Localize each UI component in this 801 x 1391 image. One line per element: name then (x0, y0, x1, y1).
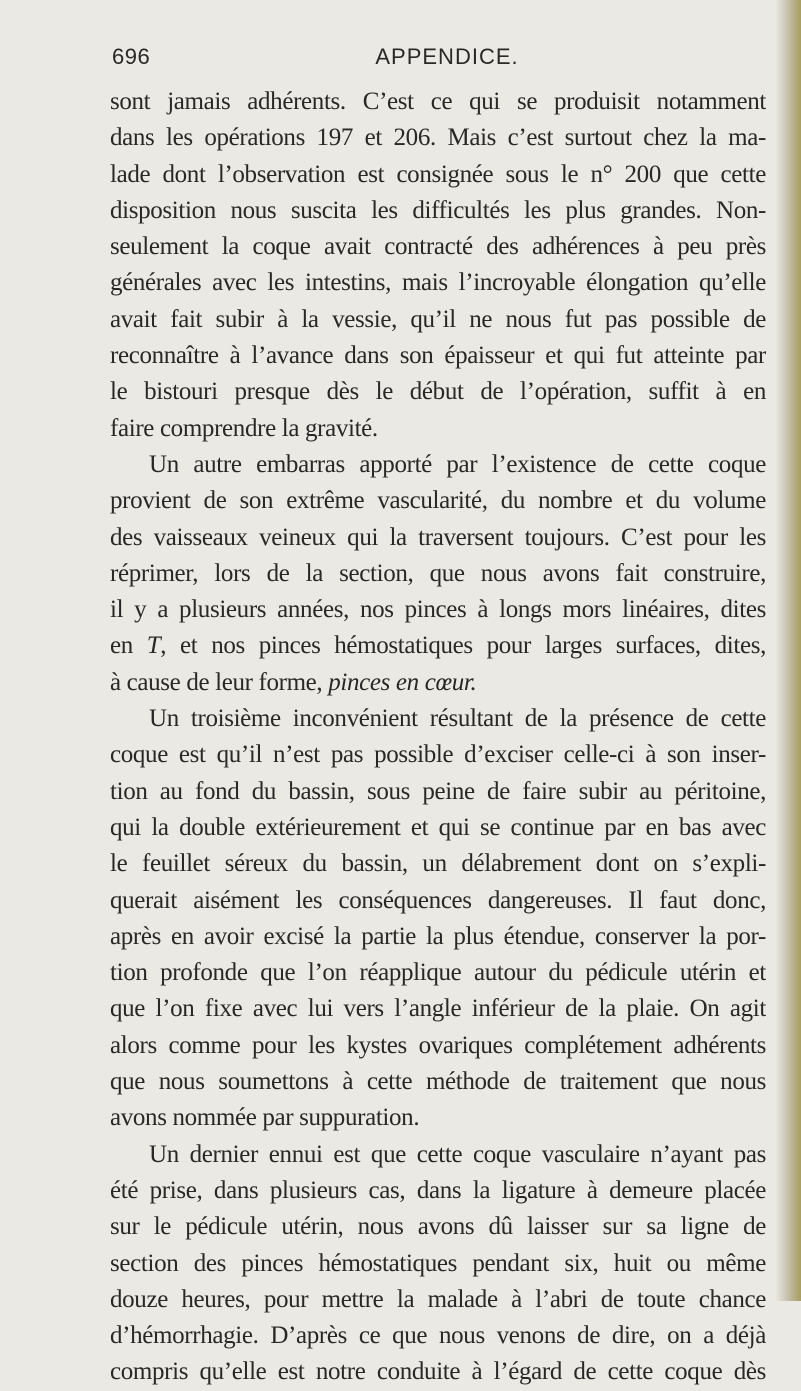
text-line: d’hémorrhagie. D’après ce que nous venons de dire, on a déjà (110, 1322, 766, 1350)
text-line: provient de son extrême vascularité, du nombre et du volume (110, 487, 766, 515)
page-number: 696 (112, 44, 151, 69)
text-line: seulement la coque avait contracté des adhérences à peu près (110, 233, 766, 261)
text-line: compris qu’elle est notre conduite à l’égard de cette coque dès (110, 1358, 766, 1386)
text-line: été prise, dans plusieurs cas, dans la ligature à demeure placée (110, 1176, 766, 1204)
text-line: que l’on fixe avec lui vers l’angle inférieur de la plaie. On agit (110, 995, 766, 1023)
text-line: Un troisième inconvénient résultant de la présence de cette (149, 705, 766, 733)
text-line: querait aisément les conséquences dangereuses. Il faut donc, (110, 886, 766, 914)
running-title: APPENDICE. (375, 44, 519, 69)
text-line: faire comprendre la gravité. (110, 414, 378, 442)
text-line: Un dernier ennui est que cette coque vasculaire n’ayant pas (149, 1140, 766, 1168)
text-line: réprimer, lors de la section, que nous avons fait construire, (110, 559, 766, 587)
text-line: avons nommée par suppuration. (110, 1104, 420, 1132)
page-edge-shadow (775, 0, 801, 1301)
text-line: Un autre embarras apporté par l’existence de cette coque (149, 450, 766, 478)
text-line: générales avec les intestins, mais l’incroyable élongation qu’elle (110, 269, 766, 297)
text-line: il y a plusieurs années, nos pinces à longs mors linéaires, dites (110, 596, 766, 624)
text-line: en T, et nos pinces hémostatiques pour larges surfaces, dites, (110, 632, 766, 660)
text-line: sont jamais adhérents. C’est ce qui se produisit notamment (110, 88, 766, 115)
text-line: lade dont l’observation est consignée sous le n° 200 que cette (110, 160, 766, 188)
body-text (110, 84, 766, 1391)
text-line: dans les opérations 197 et 206. Mais c’est surtout chez la ma- (110, 124, 766, 152)
text-line: à cause de leur forme, pinces en cœur. (110, 668, 477, 696)
text-line: sur le pédicule utérin, nous avons dû laisser sur sa ligne de (110, 1213, 766, 1241)
text-line: le bistouri presque dès le début de l’opération, suffit à en (110, 378, 766, 406)
text-line: section des pinces hémostatiques pendant six, huit ou même (110, 1249, 766, 1277)
text-line: que nous soumettons à cette méthode de traitement que nous (110, 1068, 766, 1096)
text-line: douze heures, pour mettre la malade à l’abri de toute chance (110, 1285, 766, 1313)
text-line: disposition nous suscita les difficultés les plus grandes. Non- (110, 196, 766, 224)
text-line: avait fait subir à la vessie, qu’il ne nous fut pas possible de (110, 305, 766, 333)
text-line: reconnaître à l’avance dans son épaisseur et qui fut atteinte par (110, 342, 766, 370)
text-line: tion au fond du bassin, sous peine de faire subir au péritoine, (110, 777, 766, 805)
text-line: le feuillet séreux du bassin, un délabrement dont on s’expli- (110, 850, 766, 878)
text-line: tion profonde que l’on réapplique autour du pédicule utérin et (110, 959, 766, 987)
text-line: après en avoir excisé la partie la plus étendue, conserver la por- (110, 922, 766, 950)
running-head (112, 44, 762, 74)
text-line: qui la double extérieurement et qui se continue par en bas avec (110, 813, 766, 841)
text-line: alors comme pour les kystes ovariques complétement adhérents (110, 1031, 766, 1059)
text-line: coque est qu’il n’est pas possible d’exciser celle-ci à son inser- (110, 741, 766, 769)
text-line: des vaisseaux veineux qui la traversent toujours. C’est pour les (110, 523, 766, 551)
